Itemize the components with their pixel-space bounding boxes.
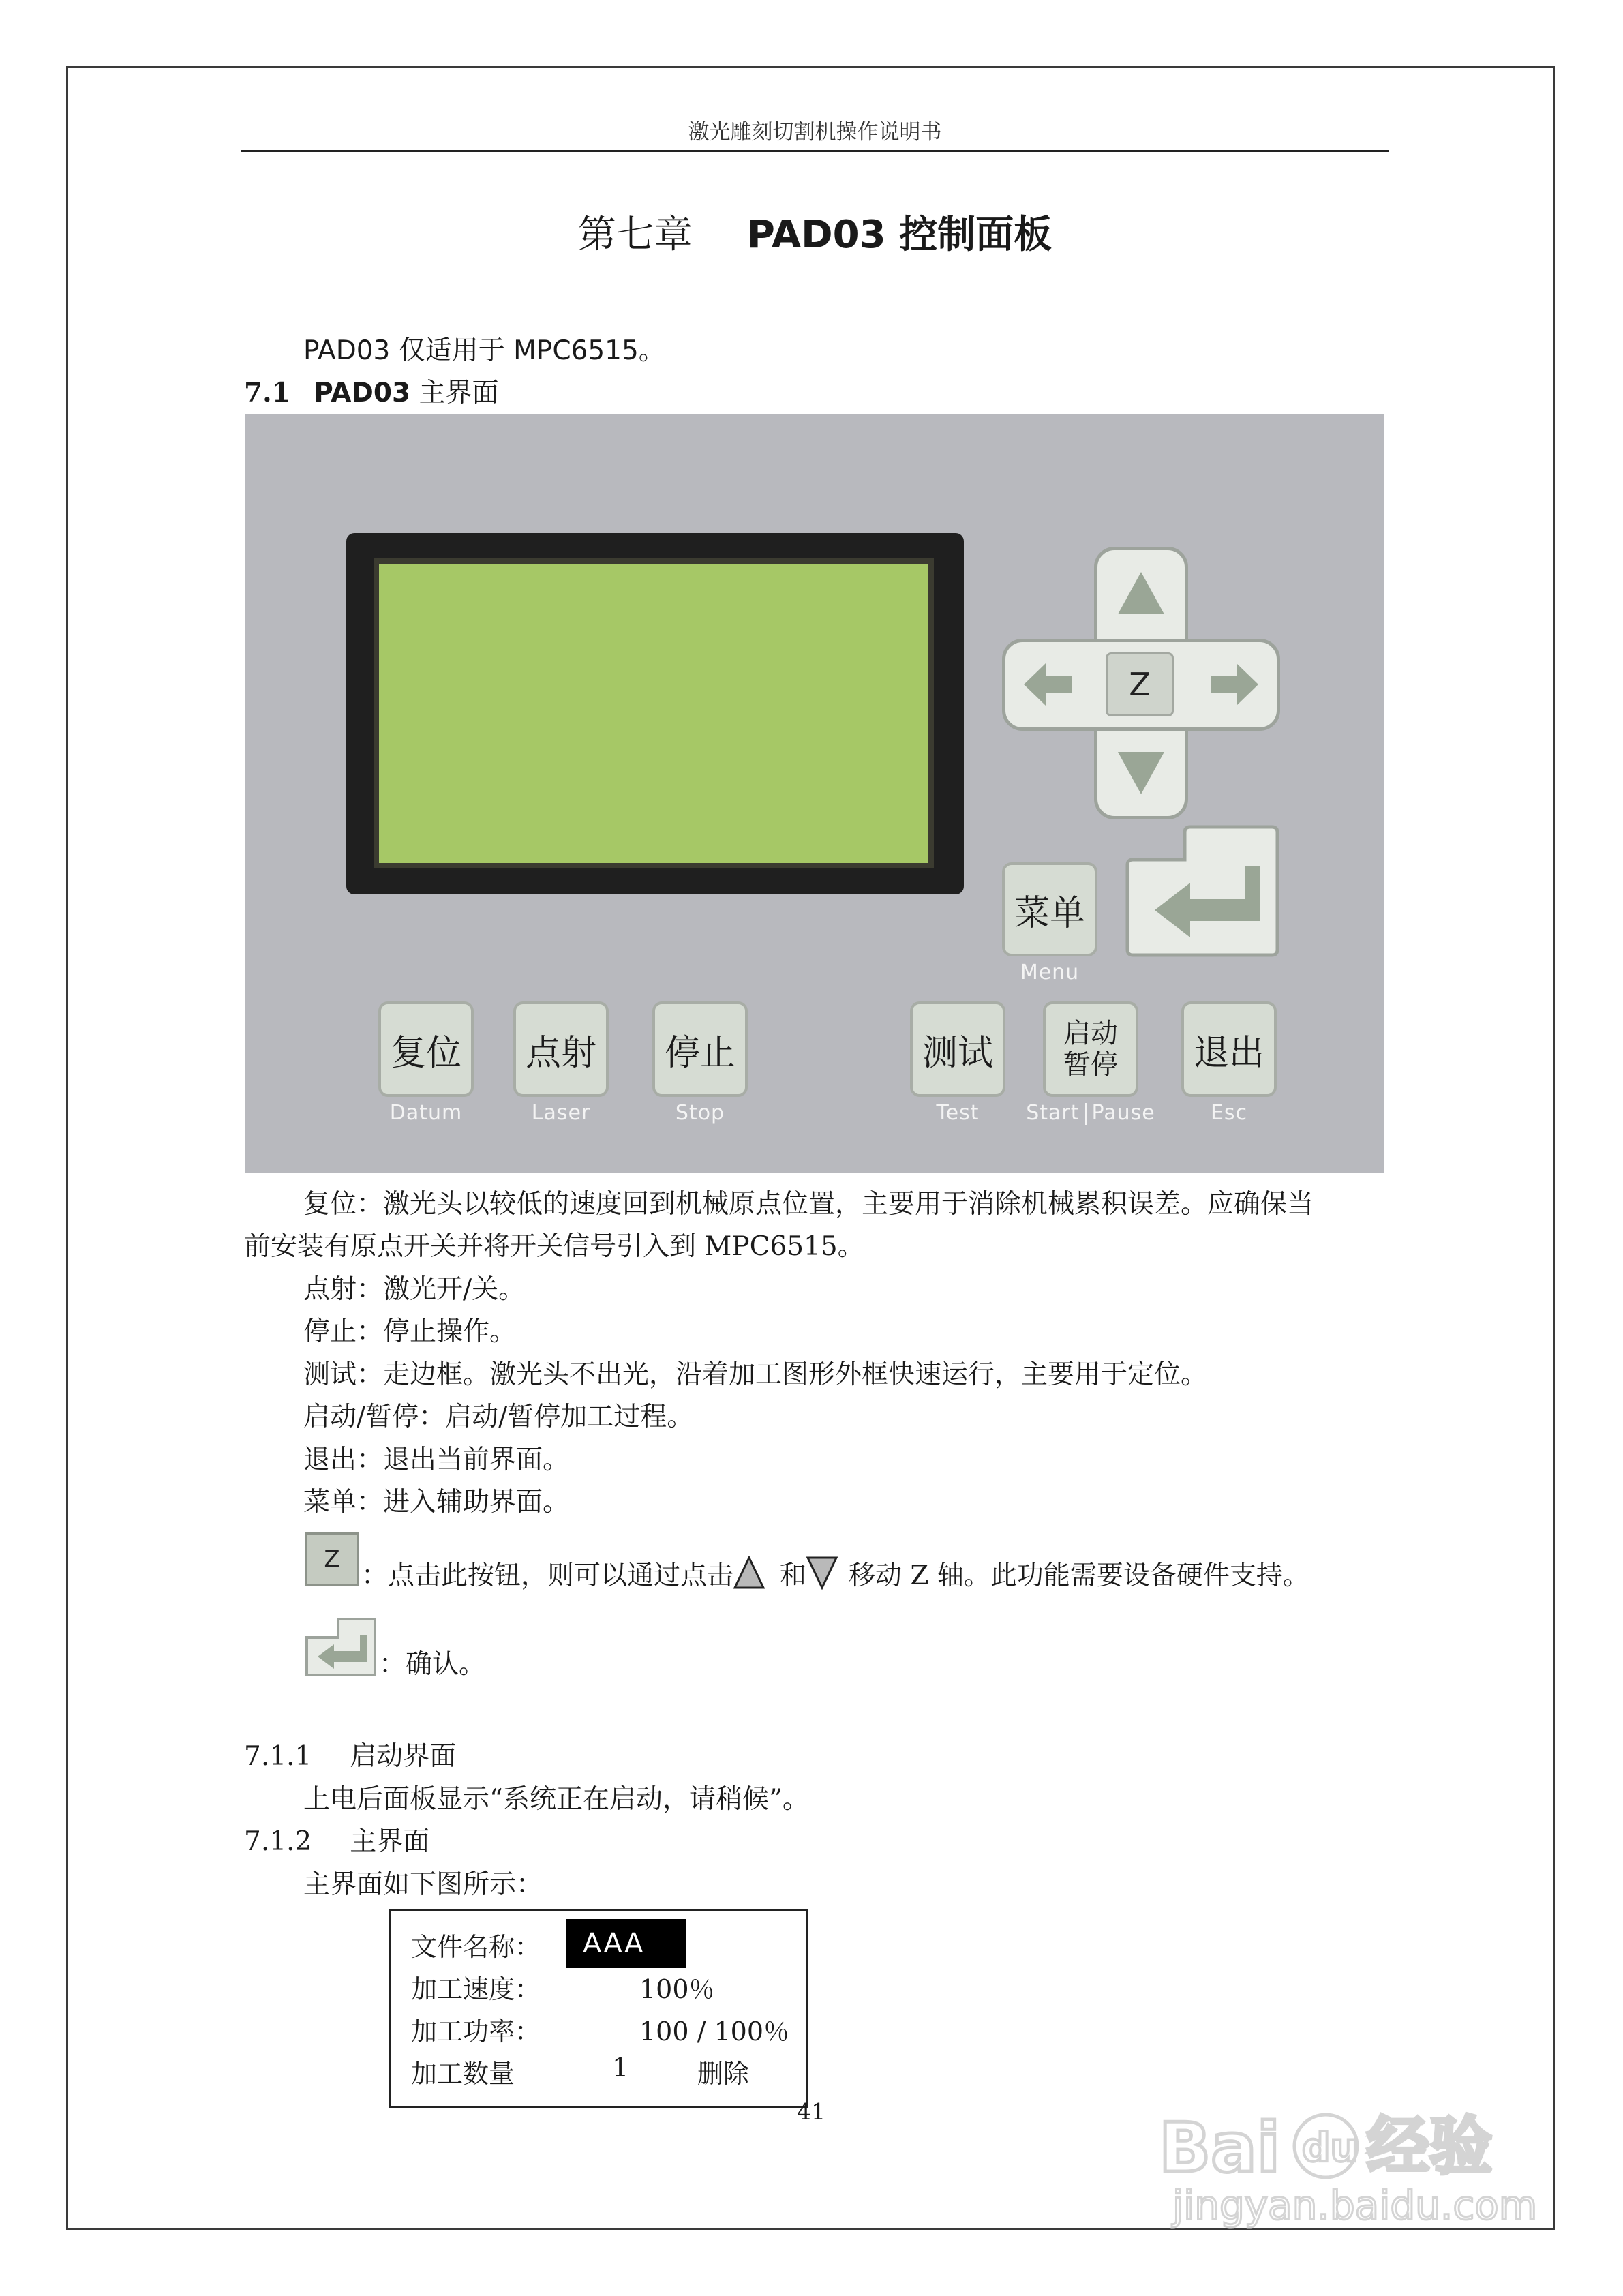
datum-desc-line2: 前安装有原点开关并将开关信号引入到 MPC6515。 — [244, 1231, 864, 1262]
section-7-1-2-heading: 7.1.2 主界面 — [244, 1826, 430, 1857]
section-title-rest: 主界面 — [410, 378, 499, 408]
power-value: 100 / 100％ — [639, 2016, 790, 2046]
section-7-1-2-body: 主界面如下图所示： — [303, 1869, 543, 1900]
laser-desc: 点射：激光开/关。 — [303, 1274, 526, 1305]
file-name-value: AAA — [566, 1919, 686, 1968]
menu-desc: 菜单：进入辅助界面。 — [303, 1487, 570, 1517]
laser-caption: Laser — [531, 1101, 591, 1125]
z-desc: ：点击此按钮，则可以通过点击 和 移动 Z 轴。此功能需要设备硬件支持。 — [361, 1554, 1309, 1592]
enter-key-icon — [304, 1617, 378, 1677]
file-name-label: 文件名称： — [411, 1932, 541, 1962]
esc-caption: Esc — [1210, 1101, 1248, 1125]
control-panel-figure — [245, 414, 1384, 1173]
menu-caption: Menu — [1020, 961, 1080, 984]
start-pause-button[interactable] — [1043, 1001, 1138, 1097]
right-arrow-icon[interactable] — [1208, 661, 1261, 708]
left-arrow-icon[interactable] — [1021, 661, 1074, 708]
enter-desc: ：确认。 — [379, 1649, 486, 1680]
triangle-up-icon — [733, 1556, 765, 1590]
count-label: 加工数量 — [411, 2059, 515, 2089]
svg-text:du: du — [1302, 2124, 1359, 2171]
section-number: 7.1 — [244, 377, 290, 408]
z-key-icon: Z — [305, 1532, 359, 1586]
svg-text:Bai: Bai — [1159, 2108, 1280, 2188]
start-pause-desc: 启动/暂停：启动/暂停加工过程。 — [303, 1402, 694, 1432]
triangle-down-icon — [806, 1556, 838, 1590]
test-button[interactable]: 测试 — [910, 1001, 1005, 1097]
stop-desc: 停止：停止操作。 — [303, 1316, 517, 1347]
section-7-1-1-heading: 7.1.1 启动界面 — [244, 1741, 457, 1772]
chapter-title — [241, 205, 1389, 259]
main-screen-box — [389, 1909, 808, 2108]
page-number: 41 — [797, 2098, 825, 2125]
test-caption: Test — [936, 1101, 980, 1125]
lcd-screen — [379, 564, 928, 863]
z-axis-button[interactable]: Z — [1106, 652, 1174, 716]
start-label: 启动 — [1063, 1018, 1118, 1049]
delete-label: 删除 — [697, 2059, 750, 2089]
up-arrow-icon[interactable] — [1117, 569, 1166, 617]
esc-button[interactable]: 退出 — [1181, 1001, 1277, 1097]
svg-text:经验: 经验 — [1367, 2110, 1493, 2183]
datum-button[interactable]: 复位 — [378, 1001, 474, 1097]
pause-label: 暂停 — [1063, 1049, 1118, 1081]
enter-button[interactable] — [1125, 823, 1280, 959]
lcd-display — [346, 533, 964, 894]
svg-text:jingyan.baidu.com: jingyan.baidu.com — [1172, 2182, 1538, 2229]
power-label: 加工功率： — [411, 2016, 541, 2046]
datum-desc-line1: 复位：激光头以较低的速度回到机械原点位置，主要用于消除机械累积误差。应确保当 — [303, 1189, 1314, 1220]
menu-button[interactable]: 菜单 — [1002, 862, 1097, 956]
laser-button[interactable]: 点射 — [513, 1001, 609, 1097]
section-7-1-1-body: 上电后面板显示“系统正在启动，请稍候”。 — [303, 1784, 809, 1815]
down-arrow-icon[interactable] — [1117, 749, 1166, 797]
baidu-watermark-logo — [1159, 2093, 1541, 2229]
chapter-name: PAD03 控制面板 — [746, 213, 1052, 257]
datum-caption: Datum — [389, 1101, 463, 1125]
speed-value: 100％ — [639, 1974, 715, 2004]
section-7-1-heading — [244, 372, 499, 410]
test-desc: 测试：走边框。激光头不出光，沿着加工图形外框快速运行，主要用于定位。 — [303, 1359, 1208, 1390]
esc-desc: 退出：退出当前界面。 — [303, 1445, 570, 1475]
header-rule — [241, 150, 1389, 152]
running-header: 激光雕刻切割机操作说明书 — [688, 120, 942, 145]
stop-caption: Stop — [675, 1101, 725, 1125]
speed-label: 加工速度： — [411, 1974, 541, 2004]
chapter-number: 第七章 — [577, 213, 693, 257]
stop-button[interactable]: 停止 — [652, 1001, 748, 1097]
intro-text: PAD03 仅适用于 MPC6515。 — [303, 335, 665, 366]
start-pause-caption: Start Pause — [1026, 1101, 1155, 1125]
count-value: 1 — [612, 2053, 629, 2083]
section-title-bold: PAD03 — [314, 378, 411, 408]
